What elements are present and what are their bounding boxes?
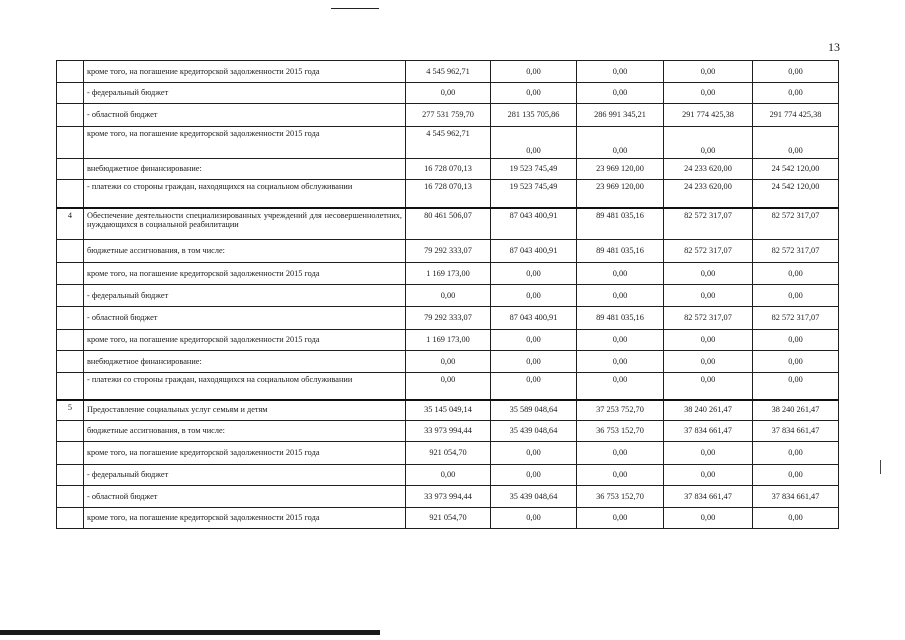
- table-row: [57, 240, 839, 263]
- value-cell: 0,00: [753, 442, 839, 465]
- value-cell: 37 253 752,70: [577, 400, 664, 421]
- value-cell: 0,00: [664, 263, 753, 285]
- value-cell: 0,00: [664, 83, 753, 104]
- value-cell: 0,00: [491, 61, 577, 83]
- value-cell: 89 481 035,16: [577, 240, 664, 263]
- row-number: 5: [57, 400, 84, 421]
- value-cell: 0,00: [491, 465, 577, 486]
- value-cell: 89 481 035,16: [577, 307, 664, 330]
- table-row: [57, 263, 839, 285]
- row-label: внебюджетное финансирование:: [84, 351, 406, 373]
- table-row: [57, 330, 839, 351]
- value-cell: 0,00: [753, 285, 839, 307]
- value-cell: 33 973 994,44: [406, 421, 491, 442]
- value-cell: 37 834 661,47: [664, 486, 753, 508]
- row-number: [57, 442, 84, 465]
- value-cell: 0,00: [753, 465, 839, 486]
- table-row: [57, 61, 839, 83]
- row-label: кроме того, на погашение кредиторской задолженности 2015 года: [84, 508, 406, 529]
- value-cell: 0,00: [406, 351, 491, 373]
- row-number: [57, 508, 84, 529]
- value-cell: 0,00: [491, 508, 577, 529]
- value-cell: 0,00: [664, 465, 753, 486]
- value-cell: 33 973 994,44: [406, 486, 491, 508]
- value-cell: 16 728 070,13: [406, 159, 491, 180]
- value-cell: 82 572 317,07: [664, 208, 753, 240]
- value-cell: 23 969 120,00: [577, 180, 664, 208]
- table-row: [57, 208, 839, 240]
- row-label: кроме того, на погашение кредиторской задолженности 2015 года: [84, 330, 406, 351]
- value-cell: 0,00: [577, 508, 664, 529]
- table-row: [57, 83, 839, 104]
- value-cell: 0,00: [491, 330, 577, 351]
- value-cell: 0,00: [577, 465, 664, 486]
- value-cell: 4 545 962,71: [406, 127, 491, 159]
- row-label: - федеральный бюджет: [84, 285, 406, 307]
- row-number: [57, 285, 84, 307]
- value-cell: 0,00: [664, 61, 753, 83]
- value-cell: 1 169 173,00: [406, 263, 491, 285]
- value-cell: 0,00: [753, 83, 839, 104]
- value-cell: 79 292 333,07: [406, 307, 491, 330]
- row-label: - федеральный бюджет: [84, 83, 406, 104]
- row-label: кроме того, на погашение кредиторской задолженности 2015 года: [84, 127, 406, 159]
- table-row: [57, 159, 839, 180]
- table-row: [57, 351, 839, 373]
- top-rule: [331, 8, 379, 9]
- value-cell: 286 991 345,21: [577, 104, 664, 127]
- value-cell: 0,00: [753, 127, 839, 159]
- row-number: [57, 421, 84, 442]
- value-cell: 0,00: [753, 351, 839, 373]
- value-cell: 0,00: [753, 508, 839, 529]
- table-row: [57, 400, 839, 421]
- row-number: [57, 104, 84, 127]
- row-number: 4: [57, 208, 84, 240]
- value-cell: 19 523 745,49: [491, 159, 577, 180]
- row-number: [57, 159, 84, 180]
- value-cell: 24 233 620,00: [664, 159, 753, 180]
- row-label: - областной бюджет: [84, 307, 406, 330]
- row-label: Предоставление социальных услуг семьям и детям: [84, 400, 406, 421]
- value-cell: 87 043 400,91: [491, 208, 577, 240]
- row-number: [57, 330, 84, 351]
- row-number: [57, 307, 84, 330]
- value-cell: 0,00: [491, 351, 577, 373]
- value-cell: 37 834 661,47: [753, 486, 839, 508]
- value-cell: 35 439 048,64: [491, 486, 577, 508]
- row-label: Обеспечение деятельности специализированных учреждений для несовершеннолетних, нуждающихся в социальной реабилитации: [84, 208, 406, 240]
- value-cell: 1 169 173,00: [406, 330, 491, 351]
- page-number: 13: [828, 40, 840, 54]
- table-row: [57, 465, 839, 486]
- value-cell: 0,00: [577, 263, 664, 285]
- table-row: [57, 421, 839, 442]
- value-cell: 19 523 745,49: [491, 180, 577, 208]
- value-cell: 0,00: [664, 373, 753, 400]
- value-cell: 0,00: [491, 127, 577, 159]
- value-cell: 0,00: [491, 285, 577, 307]
- value-cell: 0,00: [577, 330, 664, 351]
- value-cell: 37 834 661,47: [664, 421, 753, 442]
- budget-table: [56, 60, 839, 529]
- row-label: кроме того, на погашение кредиторской задолженности 2015 года: [84, 61, 406, 83]
- value-cell: 87 043 400,91: [491, 307, 577, 330]
- table-row: [57, 285, 839, 307]
- value-cell: 0,00: [577, 127, 664, 159]
- value-cell: 89 481 035,16: [577, 208, 664, 240]
- row-label: - федеральный бюджет: [84, 465, 406, 486]
- value-cell: 0,00: [664, 351, 753, 373]
- row-label: бюджетные ассигнования, в том числе:: [84, 240, 406, 263]
- value-cell: 921 054,70: [406, 508, 491, 529]
- value-cell: 35 145 049,14: [406, 400, 491, 421]
- table-row: [57, 307, 839, 330]
- value-cell: 35 589 048,64: [491, 400, 577, 421]
- row-number: [57, 240, 84, 263]
- value-cell: 0,00: [664, 508, 753, 529]
- value-cell: 0,00: [577, 351, 664, 373]
- value-cell: 79 292 333,07: [406, 240, 491, 263]
- row-label: кроме того, на погашение кредиторской задолженности 2015 года: [84, 442, 406, 465]
- row-label: кроме того, на погашение кредиторской задолженности 2015 года: [84, 263, 406, 285]
- value-cell: 0,00: [577, 373, 664, 400]
- row-number: [57, 373, 84, 400]
- value-cell: 0,00: [753, 330, 839, 351]
- row-label: - платежи со стороны граждан, находящихся на социальном обслуживании: [84, 180, 406, 208]
- value-cell: 37 834 661,47: [753, 421, 839, 442]
- value-cell: 82 572 317,07: [664, 240, 753, 263]
- value-cell: 35 439 048,64: [491, 421, 577, 442]
- value-cell: 36 753 152,70: [577, 486, 664, 508]
- scan-edge-bar: [0, 630, 380, 635]
- value-cell: 4 545 962,71: [406, 61, 491, 83]
- value-cell: 277 531 759,70: [406, 104, 491, 127]
- row-number: [57, 61, 84, 83]
- value-cell: 0,00: [406, 465, 491, 486]
- value-cell: 291 774 425,38: [664, 104, 753, 127]
- value-cell: 0,00: [406, 373, 491, 400]
- table-row: [57, 127, 839, 159]
- value-cell: 0,00: [753, 61, 839, 83]
- row-number: [57, 351, 84, 373]
- table-row: [57, 508, 839, 529]
- value-cell: 281 135 705,86: [491, 104, 577, 127]
- row-number: [57, 263, 84, 285]
- row-number: [57, 180, 84, 208]
- value-cell: 80 461 506,07: [406, 208, 491, 240]
- value-cell: 0,00: [577, 442, 664, 465]
- row-number: [57, 127, 84, 159]
- row-number: [57, 486, 84, 508]
- value-cell: 23 969 120,00: [577, 159, 664, 180]
- value-cell: 87 043 400,91: [491, 240, 577, 263]
- value-cell: 24 233 620,00: [664, 180, 753, 208]
- table-row: [57, 104, 839, 127]
- value-cell: 24 542 120,00: [753, 159, 839, 180]
- value-cell: 0,00: [577, 83, 664, 104]
- value-cell: 0,00: [491, 83, 577, 104]
- value-cell: 0,00: [491, 263, 577, 285]
- value-cell: 0,00: [406, 83, 491, 104]
- value-cell: 0,00: [664, 330, 753, 351]
- value-cell: 291 774 425,38: [753, 104, 839, 127]
- value-cell: 36 753 152,70: [577, 421, 664, 442]
- value-cell: 0,00: [664, 127, 753, 159]
- value-cell: 0,00: [491, 442, 577, 465]
- table-row: [57, 442, 839, 465]
- value-cell: 0,00: [491, 373, 577, 400]
- value-cell: 38 240 261,47: [753, 400, 839, 421]
- scan-mark: [880, 460, 881, 474]
- value-cell: 82 572 317,07: [753, 240, 839, 263]
- table-row: [57, 486, 839, 508]
- value-cell: 0,00: [664, 285, 753, 307]
- value-cell: 0,00: [753, 373, 839, 400]
- table-row: [57, 373, 839, 400]
- value-cell: 921 054,70: [406, 442, 491, 465]
- row-label: - платежи со стороны граждан, находящихся на социальном обслуживании: [84, 373, 406, 400]
- value-cell: 0,00: [577, 61, 664, 83]
- table-row: [57, 180, 839, 208]
- value-cell: 38 240 261,47: [664, 400, 753, 421]
- value-cell: 0,00: [577, 285, 664, 307]
- value-cell: 0,00: [406, 285, 491, 307]
- row-number: [57, 465, 84, 486]
- value-cell: 16 728 070,13: [406, 180, 491, 208]
- row-label: бюджетные ассигнования, в том числе:: [84, 421, 406, 442]
- value-cell: 82 572 317,07: [753, 208, 839, 240]
- row-label: - областной бюджет: [84, 104, 406, 127]
- row-label: - областной бюджет: [84, 486, 406, 508]
- value-cell: 0,00: [753, 263, 839, 285]
- row-number: [57, 83, 84, 104]
- value-cell: 82 572 317,07: [664, 307, 753, 330]
- value-cell: 82 572 317,07: [753, 307, 839, 330]
- value-cell: 0,00: [664, 442, 753, 465]
- row-label: внебюджетное финансирование:: [84, 159, 406, 180]
- value-cell: 24 542 120,00: [753, 180, 839, 208]
